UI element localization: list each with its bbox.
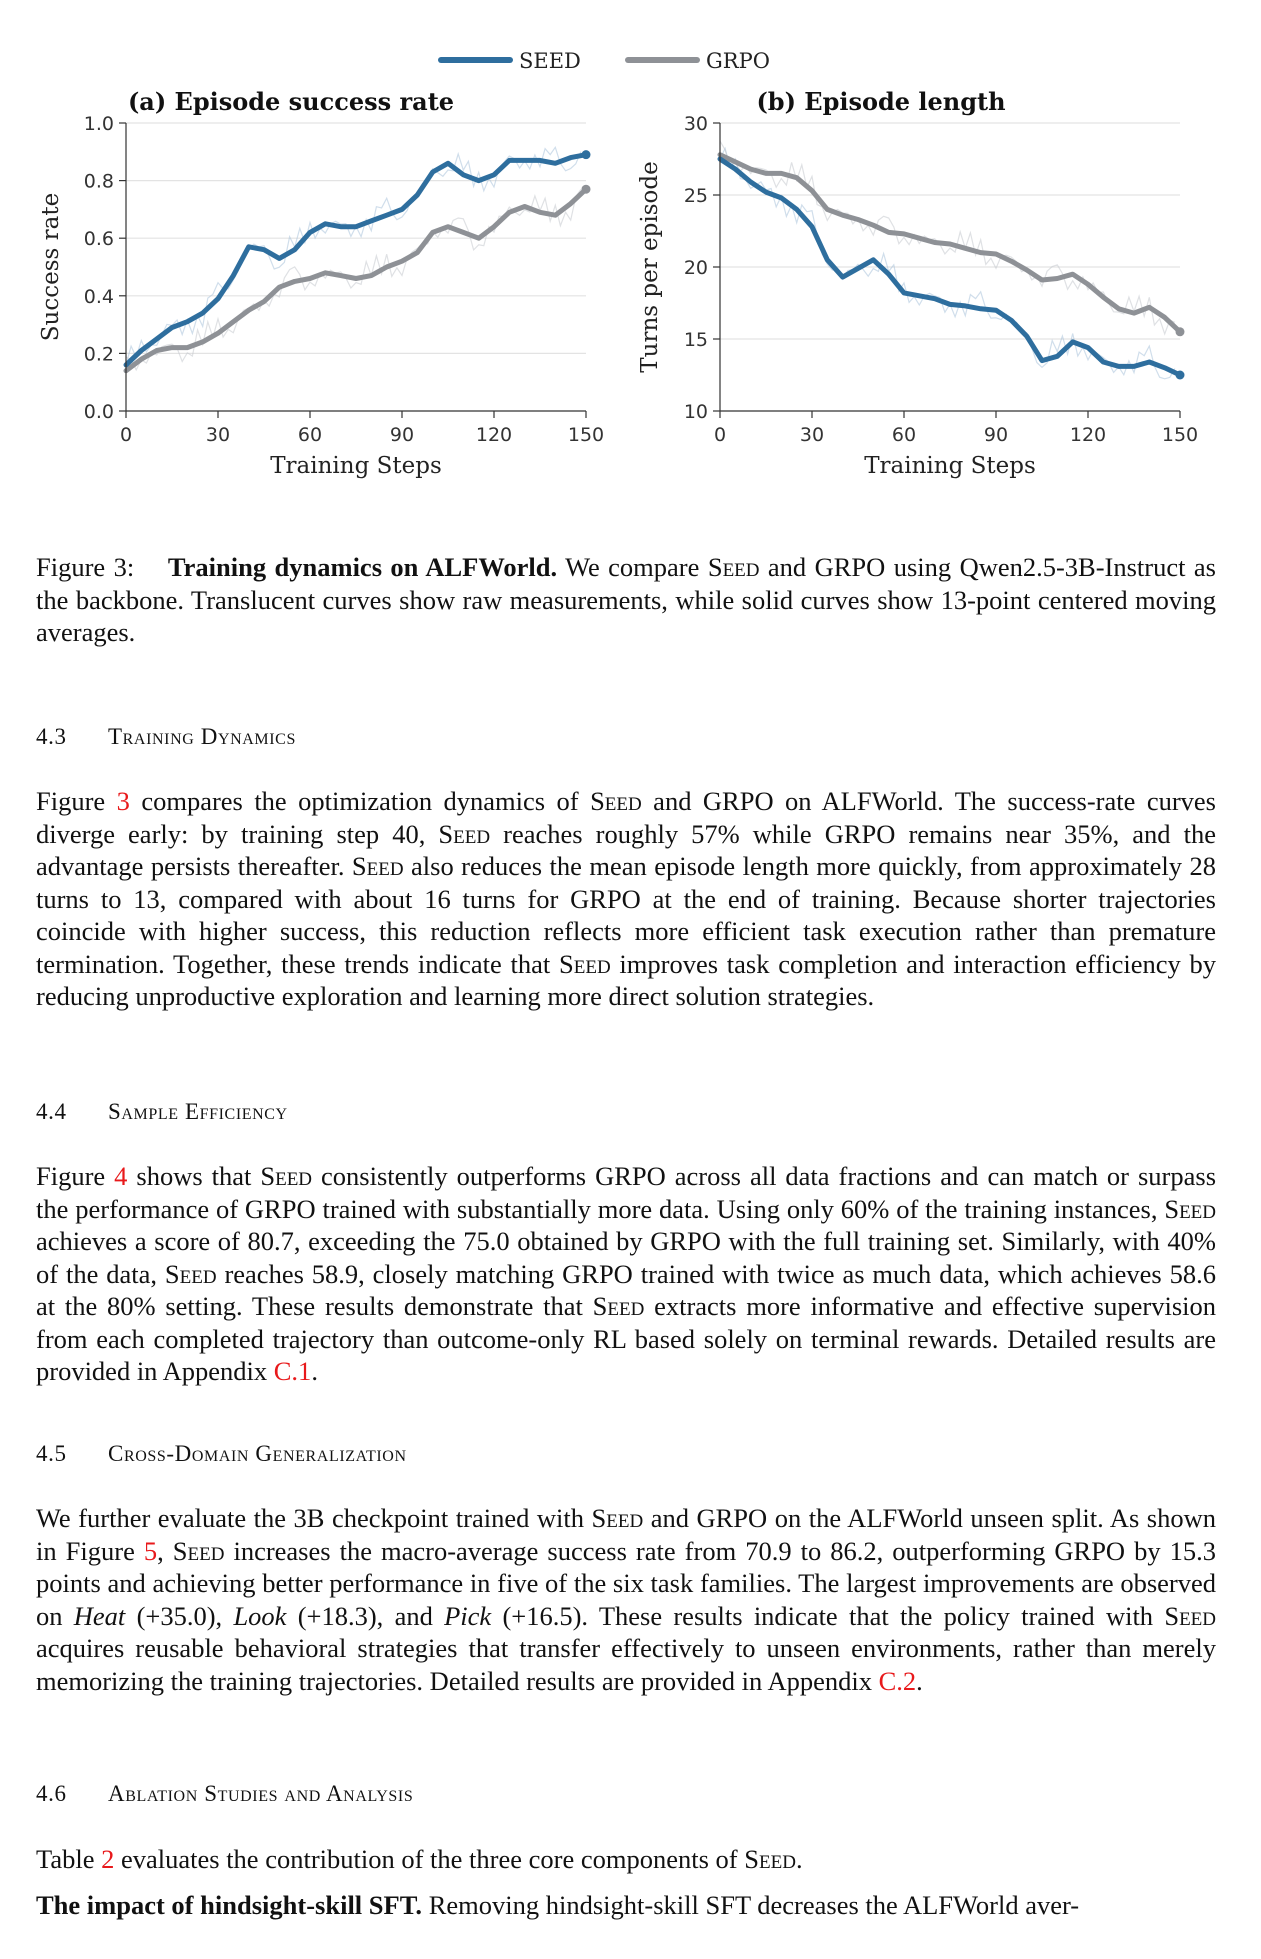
figure-4-link[interactable]: 4 [114, 1161, 128, 1191]
x-tick-label: 150 [1161, 424, 1199, 446]
paragraph-cross-domain: We further evaluate the 3B checkpoint trained with Seed and GRPO on the ALFWorld unseen split. As shown in Figure 5, Seed increases the macro-average success rate from 70.9 to 86.2, outperforming GRPO by 15.3 points and achieving better performance in five of the six task families. The largest improvements are observed on Heat (+35.0), Look (+18.3), and Pick (+16.5). These results indicate that the policy trained with Seed acquires reusable behavioral strategies that transfer effectively to unseen environments, rather than merely memorizing the training trajectories. Detailed results are provided in Appendix C.2. [36, 1503, 1216, 1696]
section-heading-4-5: 4.5 Cross-Domain Generalization [36, 1441, 407, 1466]
series-endpoint-grpo [582, 185, 591, 194]
panel-b-y-label: Turns per episode [637, 161, 663, 373]
y-tick-label: 30 [683, 113, 708, 135]
panel-b-x-label: Training Steps [864, 453, 1036, 479]
figure-caption: Figure 3: Training dynamics on ALFWorld. We compare Seed and GRPO using Qwen2.5-3B-Instruct as the backbone. Translucent curves show raw measurements, while solid curves show 13-point centered moving averages. [36, 552, 1216, 647]
legend [441, 49, 770, 73]
series-endpoint-seed [582, 150, 591, 159]
x-tick-label: 120 [475, 424, 513, 446]
x-tick-label: 30 [799, 424, 825, 446]
x-tick-label: 120 [1069, 424, 1107, 446]
x-tick-label: 60 [891, 424, 917, 446]
x-tick-label: 30 [205, 424, 231, 446]
y-tick-label: 0.0 [83, 401, 114, 423]
paragraph-sample-efficiency: Figure 4 shows that Seed consistently outperforms GRPO across all data fractions and can match or surpass the performance of GRPO trained with substantially more data. Using only 60% of the training instances, Seed achieves a score of 80.7, exceeding the 75.0 obtained by GRPO with the full training set. Similarly, with 40% of the data, Seed reaches 58.9, closely matching GRPO trained with twice as much data, which achieves 58.6 at the 80% setting. These results demonstrate that Seed extracts more informative and effective supervision from each completed trajectory than outcome-only RL based solely on terminal rewards. Detailed results are provided in Appendix C.1. [36, 1161, 1217, 1386]
figure-5-link[interactable]: 5 [143, 1535, 158, 1566]
series-line-seed [126, 155, 586, 365]
x-tick-label: 0 [713, 424, 727, 446]
panel-a-y-label: Success rate [38, 192, 64, 342]
panel-b-title: (b) Episode length [756, 87, 1006, 116]
x-tick-label: 90 [389, 424, 415, 446]
series-line-grpo [126, 189, 586, 371]
y-tick-label: 0.6 [83, 228, 114, 251]
series-endpoint-seed [1176, 371, 1185, 380]
x-tick-label: 0 [119, 424, 133, 446]
training-dynamics-figure [0, 0, 1261, 500]
y-tick-label: 25 [683, 185, 708, 207]
section-heading-4-4: 4.4 Sample Efficiency [36, 1099, 288, 1124]
caption-label: Figure 3: [36, 552, 135, 582]
legend-grpo-label: GRPO [706, 49, 770, 73]
y-tick-label: 0.2 [83, 343, 114, 366]
raw-trace-seed [126, 147, 581, 365]
paragraph-ablation-intro: Table 2 evaluates the contribution of the three core components of Seed. [36, 1844, 803, 1874]
x-tick-label: 90 [983, 424, 1009, 446]
episode-length-panel [637, 87, 1198, 479]
y-tick-label: 1.0 [83, 113, 114, 135]
x-tick-label: 150 [567, 424, 605, 446]
y-tick-label: 15 [683, 329, 708, 351]
section-heading-4-6: 4.6 Ablation Studies and Analysis [36, 1781, 414, 1806]
panel-a-x-label: Training Steps [270, 453, 442, 479]
paragraph-training-dynamics: Figure 3 compares the optimization dynamics of Seed and GRPO on ALFWorld. The success-rate curves diverge early: by training step 40, Seed reaches roughly 57% while GRPO remains near 35%, and the advantage persists thereafter. Seed also reduces the mean episode length more quickly, from approximately 28 turns to 13, compared with about 16 turns for GRPO at the end of training. Because shorter trajectories coincide with higher success, this reduction reflects more efficient task execution rather than premature termination. Together, these trends indicate that Seed improves task completion and interaction efficiency by reducing unproductive exploration and learning more direct solution strategies. [36, 786, 1216, 1011]
series-endpoint-grpo [1176, 327, 1185, 336]
success-rate-panel [38, 87, 604, 479]
caption-title: Training dynamics on ALFWorld. [167, 552, 558, 582]
table-2-link[interactable]: 2 [101, 1844, 115, 1874]
section-heading-4-3: 4.3 Training Dynamics [36, 724, 296, 749]
raw-trace-seed [720, 148, 1175, 378]
legend-seed-label: SEED [519, 49, 581, 73]
x-tick-label: 60 [297, 424, 323, 446]
y-tick-label: 0.4 [83, 285, 114, 308]
y-tick-label: 0.8 [83, 170, 114, 193]
figure-3-link[interactable]: 3 [116, 786, 130, 816]
panel-a-title: (a) Episode success rate [127, 87, 455, 116]
y-tick-label: 10 [683, 401, 708, 423]
appendix-c1-link[interactable]: C.1 [273, 1356, 312, 1386]
paragraph-hindsight-sft: The impact of hindsight-skill SFT. Removing hindsight-skill SFT decreases the ALFWorld aver- [36, 1890, 1080, 1920]
y-tick-label: 20 [683, 257, 708, 279]
appendix-c2-link[interactable]: C.2 [878, 1665, 917, 1696]
